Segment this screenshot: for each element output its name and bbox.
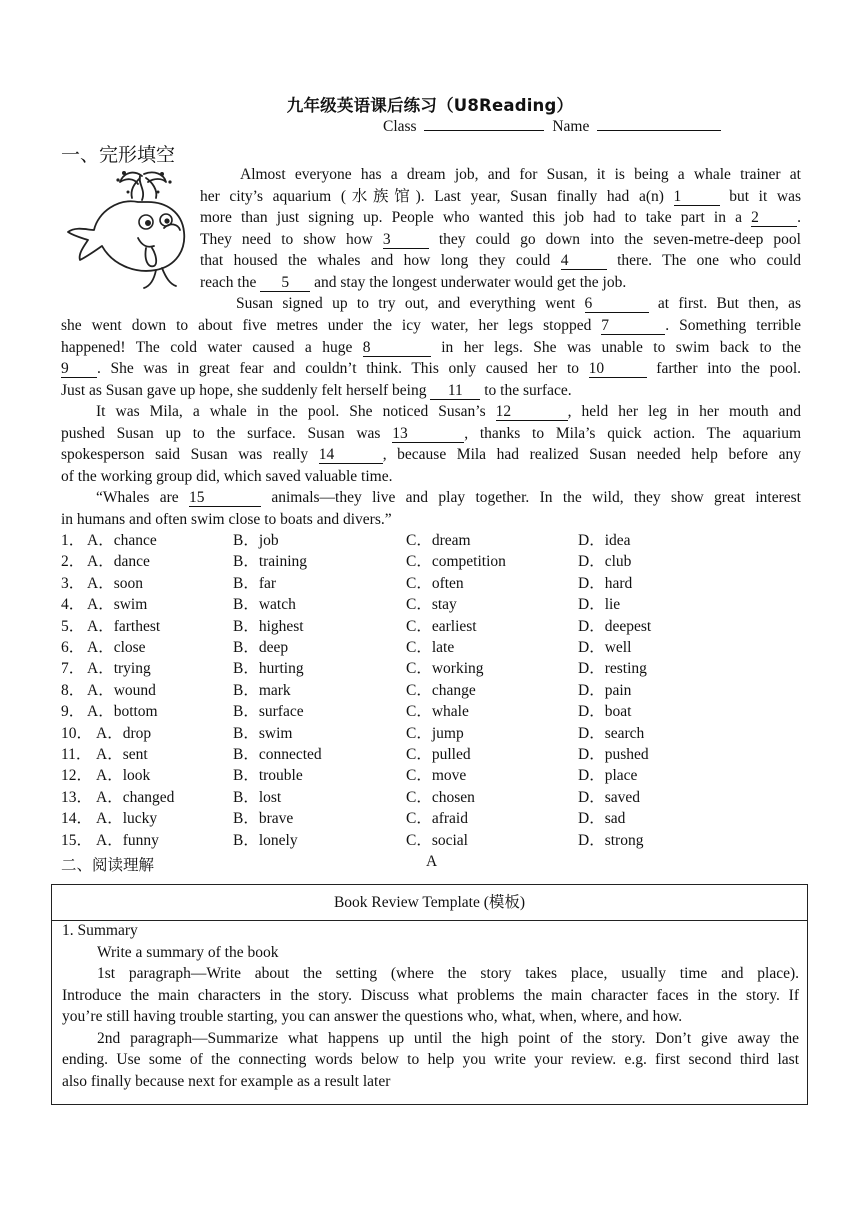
question-number: 9． bbox=[61, 703, 85, 721]
passage-line bbox=[200, 250, 801, 271]
question-number: 8． bbox=[61, 681, 85, 699]
passage-text: . Something terrible bbox=[665, 317, 801, 334]
option-c[interactable]: C．dream bbox=[406, 532, 471, 549]
passage-text: spokesperson said Susan was really bbox=[61, 446, 319, 463]
option-a[interactable]: A．dance bbox=[87, 553, 150, 571]
passage-text: , because Mila had realized Susan needed help before any bbox=[382, 446, 801, 463]
passage-line bbox=[200, 207, 801, 228]
book-review-line: ending. Use some of the connecting words below to help you write your review. e.g. first second third last bbox=[62, 1051, 799, 1068]
cloze-blank[interactable]: 9 bbox=[61, 360, 97, 378]
cloze-blank[interactable]: 10 bbox=[589, 360, 647, 378]
passage-text: more than just signing up. People who wanted this job had to take part in a bbox=[200, 209, 752, 226]
passage-text: They need to show how bbox=[200, 231, 383, 248]
passage-text: Almost everyone has a dream job, and for Susan, it is being a whale trainer at bbox=[240, 166, 801, 183]
option-c[interactable]: C．pulled bbox=[406, 746, 471, 763]
passage-text: , thanks to Mila’s quick action. The aquarium bbox=[464, 425, 801, 442]
class-label: Class bbox=[383, 118, 417, 135]
question-number: 2． bbox=[61, 553, 85, 571]
option-b[interactable]: B．deep bbox=[233, 639, 289, 656]
option-b[interactable]: B．training bbox=[233, 553, 308, 571]
option-c[interactable]: C．chosen bbox=[406, 788, 475, 806]
question-number: 6． bbox=[61, 639, 85, 656]
passage-text: . She was in great fear and couldn’t think. This only caused her to bbox=[97, 360, 589, 377]
question-number: 3． bbox=[61, 574, 85, 592]
passage-text: at first. But then, as bbox=[648, 295, 801, 312]
name-blank[interactable] bbox=[597, 130, 721, 131]
passage-line bbox=[61, 380, 801, 401]
option-d[interactable]: D．strong bbox=[578, 831, 644, 849]
option-a[interactable]: A．sent bbox=[96, 746, 148, 763]
option-a[interactable]: A．swim bbox=[87, 596, 148, 614]
name-label: Name bbox=[552, 118, 590, 135]
option-a[interactable]: A．funny bbox=[96, 831, 159, 849]
option-c[interactable]: C．jump bbox=[406, 724, 464, 742]
cloze-blank[interactable]: 2 bbox=[751, 209, 797, 227]
option-b[interactable]: B．mark bbox=[233, 681, 291, 699]
option-d[interactable]: D．saved bbox=[578, 788, 640, 806]
option-c[interactable]: C．late bbox=[406, 639, 455, 656]
option-c[interactable]: C．afraid bbox=[406, 810, 468, 828]
question-number: 7． bbox=[61, 660, 85, 678]
passage-line bbox=[61, 466, 801, 487]
option-b[interactable]: B．lost bbox=[233, 788, 282, 806]
cloze-blank[interactable]: 7 bbox=[601, 317, 665, 335]
cloze-blank[interactable]: 13 bbox=[392, 425, 464, 443]
option-a[interactable]: A．farthest bbox=[87, 617, 161, 635]
option-d[interactable]: D．hard bbox=[578, 574, 633, 592]
book-review-title: Book Review Template (模板) bbox=[52, 885, 807, 921]
option-c[interactable]: C．working bbox=[406, 660, 484, 678]
passage-text: , held her leg in her mouth and bbox=[567, 403, 801, 420]
page-title: 九年级英语课后练习（U8Reading） bbox=[286, 96, 574, 115]
option-c[interactable]: C．change bbox=[406, 681, 476, 699]
passage-text: “Whales are bbox=[96, 489, 189, 506]
passage-text: to the surface. bbox=[480, 382, 572, 399]
passage-text: her city’s aquarium (水族馆). Last year, Susan finally had a(n) bbox=[200, 188, 674, 205]
passage-text: she went down to about five metres under the icy water, her legs stopped bbox=[61, 317, 602, 334]
cloze-blank[interactable]: 8 bbox=[363, 339, 431, 357]
passage-line bbox=[61, 487, 801, 508]
option-a[interactable]: A．bottom bbox=[87, 703, 158, 721]
section2-part: A bbox=[426, 853, 438, 870]
option-d[interactable]: D．sad bbox=[578, 810, 626, 828]
option-a[interactable]: A．look bbox=[96, 767, 151, 785]
option-b[interactable]: B．highest bbox=[233, 617, 304, 635]
option-c[interactable]: C．move bbox=[406, 767, 467, 785]
option-a[interactable]: A．wound bbox=[87, 681, 156, 699]
passage-text: that housed the whales and how long they could bbox=[200, 252, 561, 269]
passage-text: reach the bbox=[200, 274, 261, 291]
book-review-line: Write a summary of the book bbox=[97, 944, 279, 961]
passage-text: Susan signed up to try out, and everything went bbox=[236, 295, 585, 312]
option-b[interactable]: B．hurting bbox=[233, 660, 304, 678]
passage-text: . bbox=[797, 209, 801, 226]
passage-text: but it was bbox=[719, 188, 801, 205]
option-b[interactable]: B．swim bbox=[233, 724, 293, 742]
passage-text: in humans and often swim close to boats and divers.” bbox=[61, 511, 392, 528]
option-c[interactable]: C．stay bbox=[406, 596, 457, 614]
cloze-blank[interactable]: 5 bbox=[260, 274, 310, 292]
cloze-blank[interactable]: 15 bbox=[189, 489, 261, 507]
option-a[interactable]: A．lucky bbox=[96, 810, 158, 828]
passage-text: Just as Susan gave up hope, she suddenly felt herself being bbox=[61, 382, 431, 399]
passage-line bbox=[61, 315, 801, 336]
option-d[interactable]: D．deepest bbox=[578, 617, 652, 635]
option-b[interactable]: B．connected bbox=[233, 746, 322, 763]
cloze-blank[interactable]: 11 bbox=[430, 382, 480, 400]
book-review-line: 2nd paragraph—Summarize what happens up until the high point of the story. Don’t give away the bbox=[97, 1030, 799, 1047]
cloze-blank[interactable]: 3 bbox=[383, 231, 429, 249]
option-b[interactable]: B．far bbox=[233, 574, 277, 592]
cloze-blank[interactable]: 14 bbox=[319, 446, 383, 464]
option-b[interactable]: B．surface bbox=[233, 703, 304, 721]
question-number: 15． bbox=[61, 831, 93, 849]
passage-text: animals—they live and play together. In the wild, they show great interest bbox=[260, 489, 801, 506]
book-review-line: 1. Summary bbox=[62, 922, 138, 939]
option-c[interactable]: C．competition bbox=[406, 553, 506, 571]
passage-text: and stay the longest underwater would get the job. bbox=[310, 274, 627, 291]
question-number: 10． bbox=[61, 724, 93, 742]
passage-text: of the working group did, which saved valuable time. bbox=[61, 468, 393, 485]
passage-line bbox=[200, 186, 801, 207]
option-a[interactable]: A．close bbox=[87, 639, 146, 656]
passage-text: farther into the pool. bbox=[646, 360, 801, 377]
class-name-line bbox=[383, 118, 721, 136]
option-d[interactable]: D．pushed bbox=[578, 746, 649, 763]
section2-heading: 二、阅读理解 bbox=[61, 856, 155, 874]
question-number: 4． bbox=[61, 596, 85, 614]
option-b[interactable]: B．watch bbox=[233, 596, 296, 614]
cloze-blank[interactable]: 6 bbox=[585, 295, 649, 313]
option-c[interactable]: C．whale bbox=[406, 703, 469, 721]
option-c[interactable]: C．often bbox=[406, 574, 464, 592]
section1-heading: 一、完形填空 bbox=[61, 144, 176, 166]
option-b[interactable]: B．job bbox=[233, 532, 279, 549]
passage-line bbox=[61, 358, 801, 379]
passage-text: It was Mila, a whale in the pool. She noticed Susan’s bbox=[96, 403, 496, 420]
option-a[interactable]: A．drop bbox=[96, 724, 152, 742]
option-b[interactable]: B．trouble bbox=[233, 767, 303, 785]
passage-line bbox=[61, 293, 801, 314]
question-number: 13． bbox=[61, 788, 93, 806]
option-c[interactable]: C．earliest bbox=[406, 617, 477, 635]
option-d[interactable]: D．club bbox=[578, 553, 632, 571]
question-number: 14． bbox=[61, 810, 93, 828]
cloze-blank[interactable]: 1 bbox=[674, 188, 720, 206]
option-d[interactable]: D．boat bbox=[578, 703, 632, 721]
passage-text: happened! The cold water caused a huge bbox=[61, 339, 363, 356]
passage-line bbox=[200, 164, 801, 185]
book-review-line: Introduce the main characters in the story. Discuss what problems the main character faces in the story. If bbox=[62, 987, 799, 1004]
option-b[interactable]: B．brave bbox=[233, 810, 294, 828]
option-d[interactable]: D．pain bbox=[578, 681, 632, 699]
book-review-box bbox=[51, 884, 808, 1105]
passage-line bbox=[61, 423, 801, 444]
option-d[interactable]: D．idea bbox=[578, 532, 631, 549]
option-d[interactable]: D．resting bbox=[578, 660, 647, 678]
book-review-line: also finally because next for example as a result later bbox=[62, 1073, 391, 1090]
option-d[interactable]: D．well bbox=[578, 639, 632, 656]
passage-line bbox=[61, 337, 801, 358]
question-number: 12． bbox=[61, 767, 93, 785]
passage-line bbox=[61, 509, 801, 530]
passage-line bbox=[200, 229, 801, 250]
cloze-blank[interactable]: 4 bbox=[561, 252, 607, 270]
passage-text: pushed Susan up to the surface. Susan was bbox=[61, 425, 393, 442]
passage-line bbox=[200, 272, 801, 293]
option-d[interactable]: D．search bbox=[578, 724, 645, 742]
option-d[interactable]: D．place bbox=[578, 767, 638, 785]
book-review-line: 1st paragraph—Write about the setting (where the story takes place, usually time and place). bbox=[97, 965, 799, 982]
passage-line bbox=[61, 401, 801, 422]
class-blank[interactable] bbox=[424, 130, 544, 131]
option-c[interactable]: C．social bbox=[406, 831, 468, 849]
question-number: 11． bbox=[61, 746, 92, 763]
passage-text: in her legs. She was unable to swim back to the bbox=[430, 339, 801, 356]
option-a[interactable]: A．chance bbox=[87, 532, 157, 549]
option-a[interactable]: A．changed bbox=[96, 788, 175, 806]
passage-line bbox=[61, 444, 801, 465]
question-number: 5． bbox=[61, 617, 85, 635]
option-b[interactable]: B．lonely bbox=[233, 831, 298, 849]
cloze-blank[interactable]: 12 bbox=[496, 403, 568, 421]
question-number: 1． bbox=[61, 532, 85, 549]
option-d[interactable]: D．lie bbox=[578, 596, 621, 614]
whale-illustration bbox=[62, 168, 196, 300]
option-a[interactable]: A．soon bbox=[87, 574, 143, 592]
passage-text: there. The one who could bbox=[606, 252, 801, 269]
book-review-line: you’re still having trouble starting, you can answer the questions who, what, when, where, and how. bbox=[62, 1008, 683, 1025]
passage-text: they could go down into the seven-metre-deep pool bbox=[428, 231, 801, 248]
option-a[interactable]: A．trying bbox=[87, 660, 151, 678]
